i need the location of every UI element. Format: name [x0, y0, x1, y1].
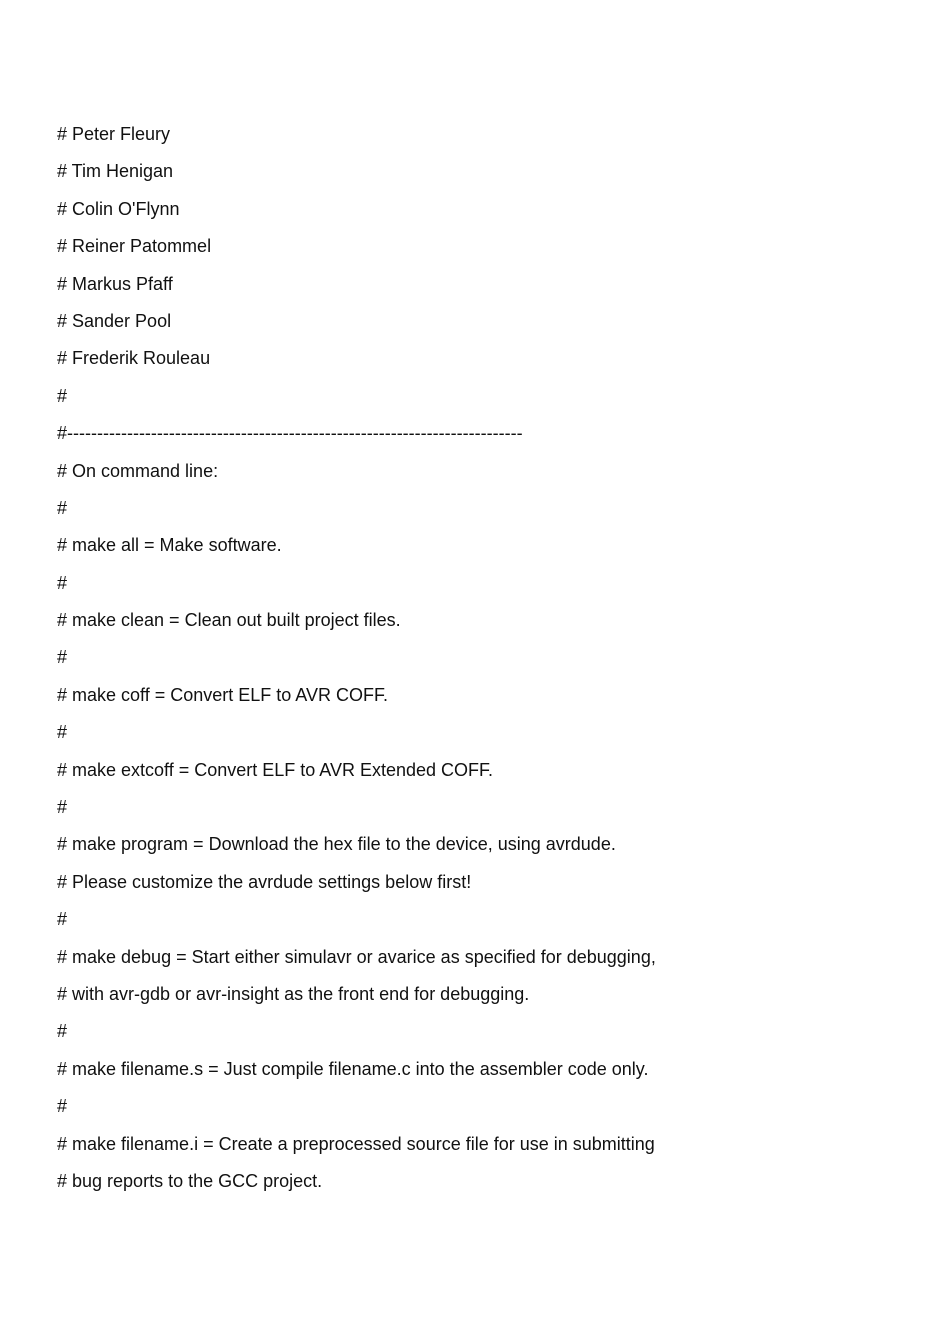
text-line: # Tim Henigan	[57, 161, 174, 182]
text-line: # On command line:	[57, 460, 219, 481]
text-line: #	[57, 385, 68, 406]
text-line: #	[57, 722, 68, 743]
text-line: # make coff = Convert ELF to AVR COFF.	[57, 684, 388, 705]
text-line: # make filename.s = Just compile filename.c into the assembler code only.	[57, 1058, 649, 1079]
text-line: # bug reports to the GCC project.	[57, 1170, 323, 1191]
text-line: # Please customize the avrdude settings below first!	[57, 871, 472, 892]
text-line: # make extcoff = Convert ELF to AVR Extended COFF.	[57, 759, 494, 780]
text-line: # Markus Pfaff	[57, 273, 173, 294]
text-line: #	[57, 797, 68, 818]
text-line: #	[57, 1021, 68, 1042]
text-line: # make clean = Clean out built project files.	[57, 610, 401, 631]
text-line: # Reiner Patommel	[57, 236, 212, 257]
text-line: # make program = Download the hex file to the device, using avrdude.	[57, 834, 616, 855]
text-line: # Colin O'Flynn	[57, 198, 180, 219]
makefile-comment-block	[57, 122, 917, 1206]
separator-line: #----------------------------------------------------------------------------	[57, 423, 523, 444]
text-line: #	[57, 909, 68, 930]
text-line: # make all = Make software.	[57, 535, 282, 556]
text-line: #	[57, 572, 68, 593]
text-line: # Sander Pool	[57, 310, 172, 331]
text-line: #	[57, 497, 68, 518]
text-line: # make filename.i = Create a preprocessed source file for use in submitting	[57, 1133, 655, 1154]
text-line: # make debug = Start either simulavr or avarice as specified for debugging,	[57, 946, 656, 967]
text-line: #	[57, 647, 68, 668]
text-line: # Peter Fleury	[57, 124, 171, 144]
text-line: #	[57, 1096, 68, 1117]
text-line: # Frederik Rouleau	[57, 348, 211, 369]
text-line: # with avr-gdb or avr-insight as the front end for debugging.	[57, 983, 530, 1004]
